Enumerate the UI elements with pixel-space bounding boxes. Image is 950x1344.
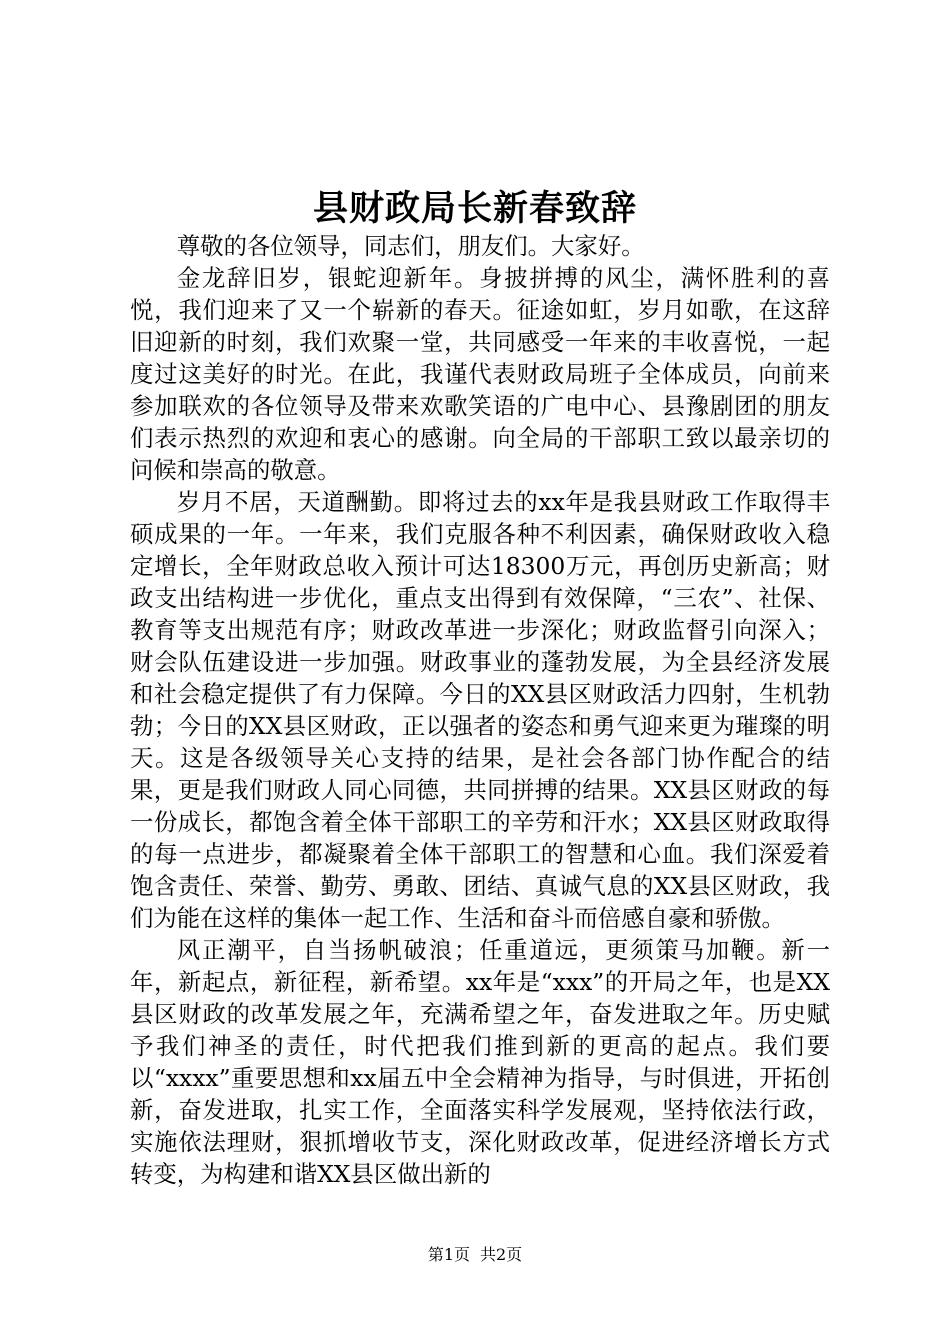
page-number: 第1页 xyxy=(427,1245,470,1264)
paragraph-greeting: 尊敬的各位领导，同志们，朋友们。大家好。 xyxy=(176,232,645,260)
paragraph-achievements: 岁月不居，天道酬勤。即将过去的xx年是我县财政工作取得丰硕成果的一年。一年来，我们克服各种不利因素，确保财政收入稳定增长，全年财政总收入预计可达18300万元，再创历史新高；财政支出结构进一步优化，重点支出得到有效保障，“三农”、社保、教育等支出规范有序；财政改革进一步深化；财政监督引向深入；财会队伍建设进一步加强。财政事业的蓬勃发展，为全县经济发展和社会稳定提供了有力保障。今日的XX县区财政活力四射，生机勃勃；今日的XX县区财政，正以强者的姿态和勇气迎来更为璀璨的明天。这是各级领导关心支持的结果，是社会各部门协作配合的结果，更是我们财政人同心同德，共同拼搏的结果。XX县区财政的每一份成长，都饱含着全体干部职工的辛劳和汗水；XX县区财政取得的每一点进步，都凝聚着全体干部职工的智慧和心血。我们深爱着饱含责任、荣誉、勤劳、勇敢、团结、真诚气息的XX县区财政，我们为能在这样的集体一起工作、生活和奋斗而倍感自豪和骄傲。 xyxy=(130,488,830,932)
document-title: 县财政局长新春致辞 xyxy=(312,188,637,229)
document-body xyxy=(130,230,830,1190)
paragraph-opening: 金龙辞旧岁，银蛇迎新年。身披拼搏的风尘，满怀胜利的喜悦，我们迎来了又一个崭新的春天。征途如虹，岁月如歌，在这辞旧迎新的时刻，我们欢聚一堂，共同感受一年来的丰收喜悦，一起度过这美好的时光。在此，我谨代表财政局班子全体成员，向前来参加联欢的各位领导及带来欢歌笑语的广电中心、县豫剧团的朋友们表示热烈的欢迎和衷心的感谢。向全局的干部职工致以最亲切的问候和崇高的敬意。 xyxy=(130,264,830,484)
page-footer xyxy=(0,1244,950,1266)
page-total: 共2页 xyxy=(480,1245,523,1264)
paragraph-outlook: 风正潮平，自当扬帆破浪；任重道远，更须策马加鞭。新一年，新起点，新征程，新希望。xx年是“xxx”的开局之年，也是XX县区财政的改革发展之年，充满希望之年，奋发进取之年。历史赋予我们神圣的责任，时代把我们推到新的更高的起点。我们要以“xxxx”重要思想和xx届五中全会精神为指导，与时俱进，开拓创新，奋发进取，扎实工作，全面落实科学发展观，坚持依法行政，实施依法理财，狠抓增收节支，深化财政改革，促进经济增长方式转变，为构建和谐XX县区做出新的 xyxy=(130,936,830,1188)
